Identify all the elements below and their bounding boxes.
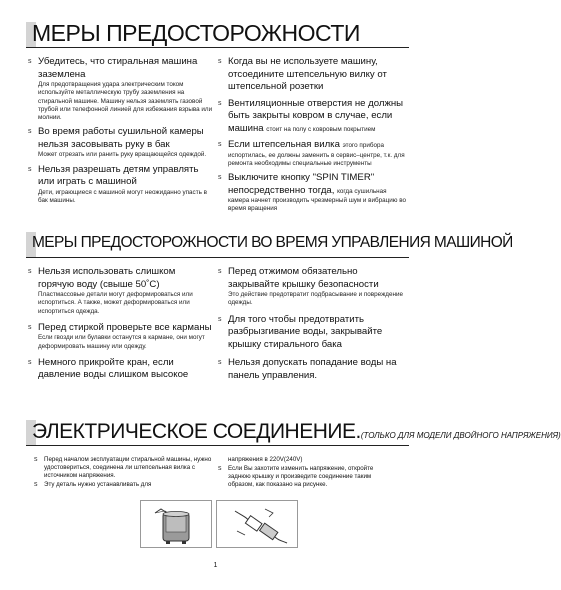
bullet-icon: s [218,58,222,65]
list-item: s Если Вы захотите изменить напряжение, откройте заднюю крышку и произведите соединение таким образом, как показано на рисунке. [218,465,374,488]
section-title: МЕРЫ ПРЕДОСТОРОЖНОСТИ [32,20,360,46]
list-item: s Во время работы сушильной камеры нельзя засовывать руку в бак Может отрезать или ранить руку вращающейся одеждой. [28,126,207,159]
section-header-operation-precautions [26,232,513,258]
bullet-icon: s [218,268,222,275]
bullet-icon: s [28,128,32,136]
precautions-left-column [28,56,214,209]
operation-left-column [28,266,214,386]
bullet-icon: s [218,174,222,182]
bullet-icon: s [218,465,222,472]
bullet-icon: s [34,481,38,488]
list-item: s Если штепсельная вилка этого прибора испортилась, ее должны заменить в сервис–центре, т.к. для ремонта необходимы специальные инструменты [218,139,405,167]
electrical-right-column: напряжения в 220V(240V) s Если Вы захотите изменить напряжение, откройте заднюю крышку и произведите соединение таким образом, как показано на рисунке. [218,456,396,493]
bullet-icon: s [218,359,222,367]
list-item: s Вентиляционные отверстия не должны быть закрыты ковром в случае, если машина стоит на полу с ковровым покрытием [218,97,404,134]
bullet-icon: s [28,323,32,331]
bullet-icon: s [28,165,32,173]
section-note: (ТОЛЬКО ДЛЯ МОДЕЛИ ДВОЙНОГО НАПРЯЖЕНИЯ) [360,431,561,440]
bullet-icon: s [28,358,32,366]
connector-icon [217,501,297,547]
electrical-left-column [34,456,212,493]
list-item: s Перед началом эксплуатации стиральной машины, нужно удостовериться, соединена ли штепсельная вилка с источником напряжения. [34,456,212,479]
list-item: s Нельзя разрешать детям управлять или играть с машиной Дети, играющиеся с машиной могут неожиданно упасть в бак машины. [28,163,207,205]
bullet-icon: s [218,99,222,107]
bullet-icon: s [218,315,222,323]
bullet-icon: s [218,141,222,148]
section-header-electrical [26,420,561,446]
list-item: s Убедитесь, что стиральная машина заземлена Для предотвращения удара электрическим током используйте металлическую трубу заземления на стиральной машине. Машину нельзя заземлять газовой трубой или телефонной линией для избежания взрыва или молнии. [28,56,213,122]
bullet-icon: s [28,58,32,65]
list-item: s Когда вы не используете машину, отсоедините штепсельную вилку от штепсельной розетки [218,56,387,92]
precautions-right-column [218,56,410,218]
list-item: s Перед отжимом обязательно закрывайте крышку безопасности Это действие предотвратит подбрасывание и повреждение одежды. [218,266,403,307]
washer-icon [141,501,211,547]
list-item: s Нельзя использовать слишком горячую воду (свыше 50˚C) Пластмассовые детали могут деформироваться или испортиться. А также, может деформироваться или испортиться одежда. [28,266,193,315]
bullet-icon: s [28,268,32,275]
section-header-precautions [26,22,409,48]
page-number: 1 [213,562,218,569]
list-item: s Нельзя допускать попадание воды на панель управления. [218,357,397,381]
operation-right-column [218,266,410,386]
bullet-icon: s [34,456,38,463]
list-item: s Немного прикройте кран, если давление воды слишком высокое [28,356,189,381]
list-item: s Перед стиркой проверьте все карманы Если гвозди или булавки останутся в кармане, они могут деформировать машину или одежду. [28,321,212,350]
list-item: s Для того чтобы предотвратить разбрызгивание воды, закрывайте крышку стирального бака [218,313,383,350]
list-item: s Выключите кнопку "SPIN TIMER" непосредственно тогда, когда сушильная камера начнет производить чрезмерный шум и вибрацию во время вращения [218,172,407,213]
list-item: s Эту деталь нужно устанавливать для [34,481,152,488]
voltage-connector-illustration [216,500,298,548]
section-title: МЕРЫ ПРЕДОСТОРОЖНОСТИ ВО ВРЕМЯ УПРАВЛЕНИЯ МАШИНОЙ [32,234,513,251]
section-title: ЭЛЕКТРИЧЕСКОЕ СОЕДИНЕНИЕ. [32,420,361,443]
washer-plug-illustration [140,500,212,548]
